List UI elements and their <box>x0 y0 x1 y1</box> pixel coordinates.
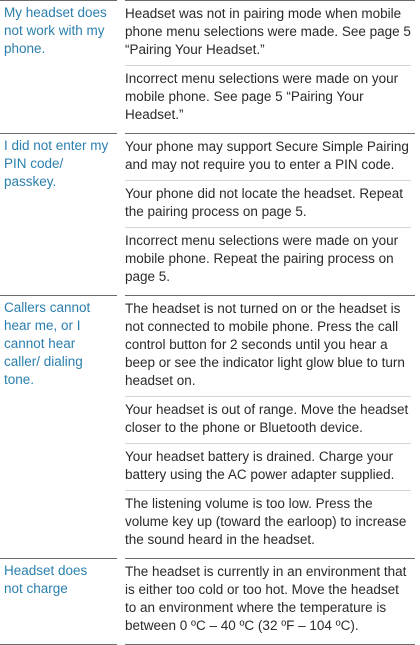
solution-text: Your headset is out of range. Move the headset closer to the phone or Bluetooth device. <box>125 396 411 440</box>
problem-text: I did not enter my PIN code/ passkey. <box>4 138 109 189</box>
solution-text: Your phone did not locate the headset. Repeat the pairing process on page 5. <box>125 180 411 224</box>
solution-text: The headset is not turned on or the headset is not connected to mobile phone. Press the call control button for 2 seconds until you hear a beep or see the indicator light glow blue to turn headset on. <box>125 301 405 388</box>
column-gap <box>117 134 125 296</box>
solution-text: Incorrect menu selections were made on your mobile phone. See page 5 “Pairing Your Headset.” <box>125 65 411 127</box>
problem-text: Callers cannot hear me, or I cannot hear caller/ dialing tone. <box>4 300 91 387</box>
column-gap <box>117 559 125 645</box>
problem-cell <box>0 559 117 645</box>
column-gap <box>117 1 125 134</box>
table-row <box>0 296 415 559</box>
solution-text: The listening volume is too low. Press the volume key up (toward the earloop) to increase the sound heard in the headset. <box>125 490 411 552</box>
solution-cell <box>125 296 415 559</box>
solution-text: Headset was not in pairing mode when mobile phone menu selections were made. See page 5 “Pairing Your Headset.” <box>125 6 411 57</box>
table-row <box>0 134 415 296</box>
column-gap <box>117 296 125 559</box>
solution-text: The headset is currently in an environment that is either too cold or too hot. Move the headset to an environment where the temperature is between 0 ºC – 40 ºC (32 ºF – 104 ºC). <box>125 564 407 633</box>
problem-cell <box>0 296 117 559</box>
problem-cell <box>0 1 117 134</box>
problem-text: Headset does not charge <box>4 563 88 596</box>
solution-cell <box>125 134 415 296</box>
solution-text: Your headset battery is drained. Charge your battery using the AC power adapter supplied. <box>125 443 411 487</box>
solution-text: Incorrect menu selections were made on your mobile phone. Repeat the pairing process on page 5. <box>125 227 411 289</box>
table-row <box>0 1 415 134</box>
table-row <box>0 559 415 645</box>
problem-cell <box>0 134 117 296</box>
problem-text: My headset does not work with my phone. <box>4 5 107 56</box>
solution-text: Your phone may support Secure Simple Pairing and may not require you to enter a PIN code. <box>125 139 409 172</box>
solution-cell <box>125 1 415 134</box>
solution-cell <box>125 559 415 645</box>
